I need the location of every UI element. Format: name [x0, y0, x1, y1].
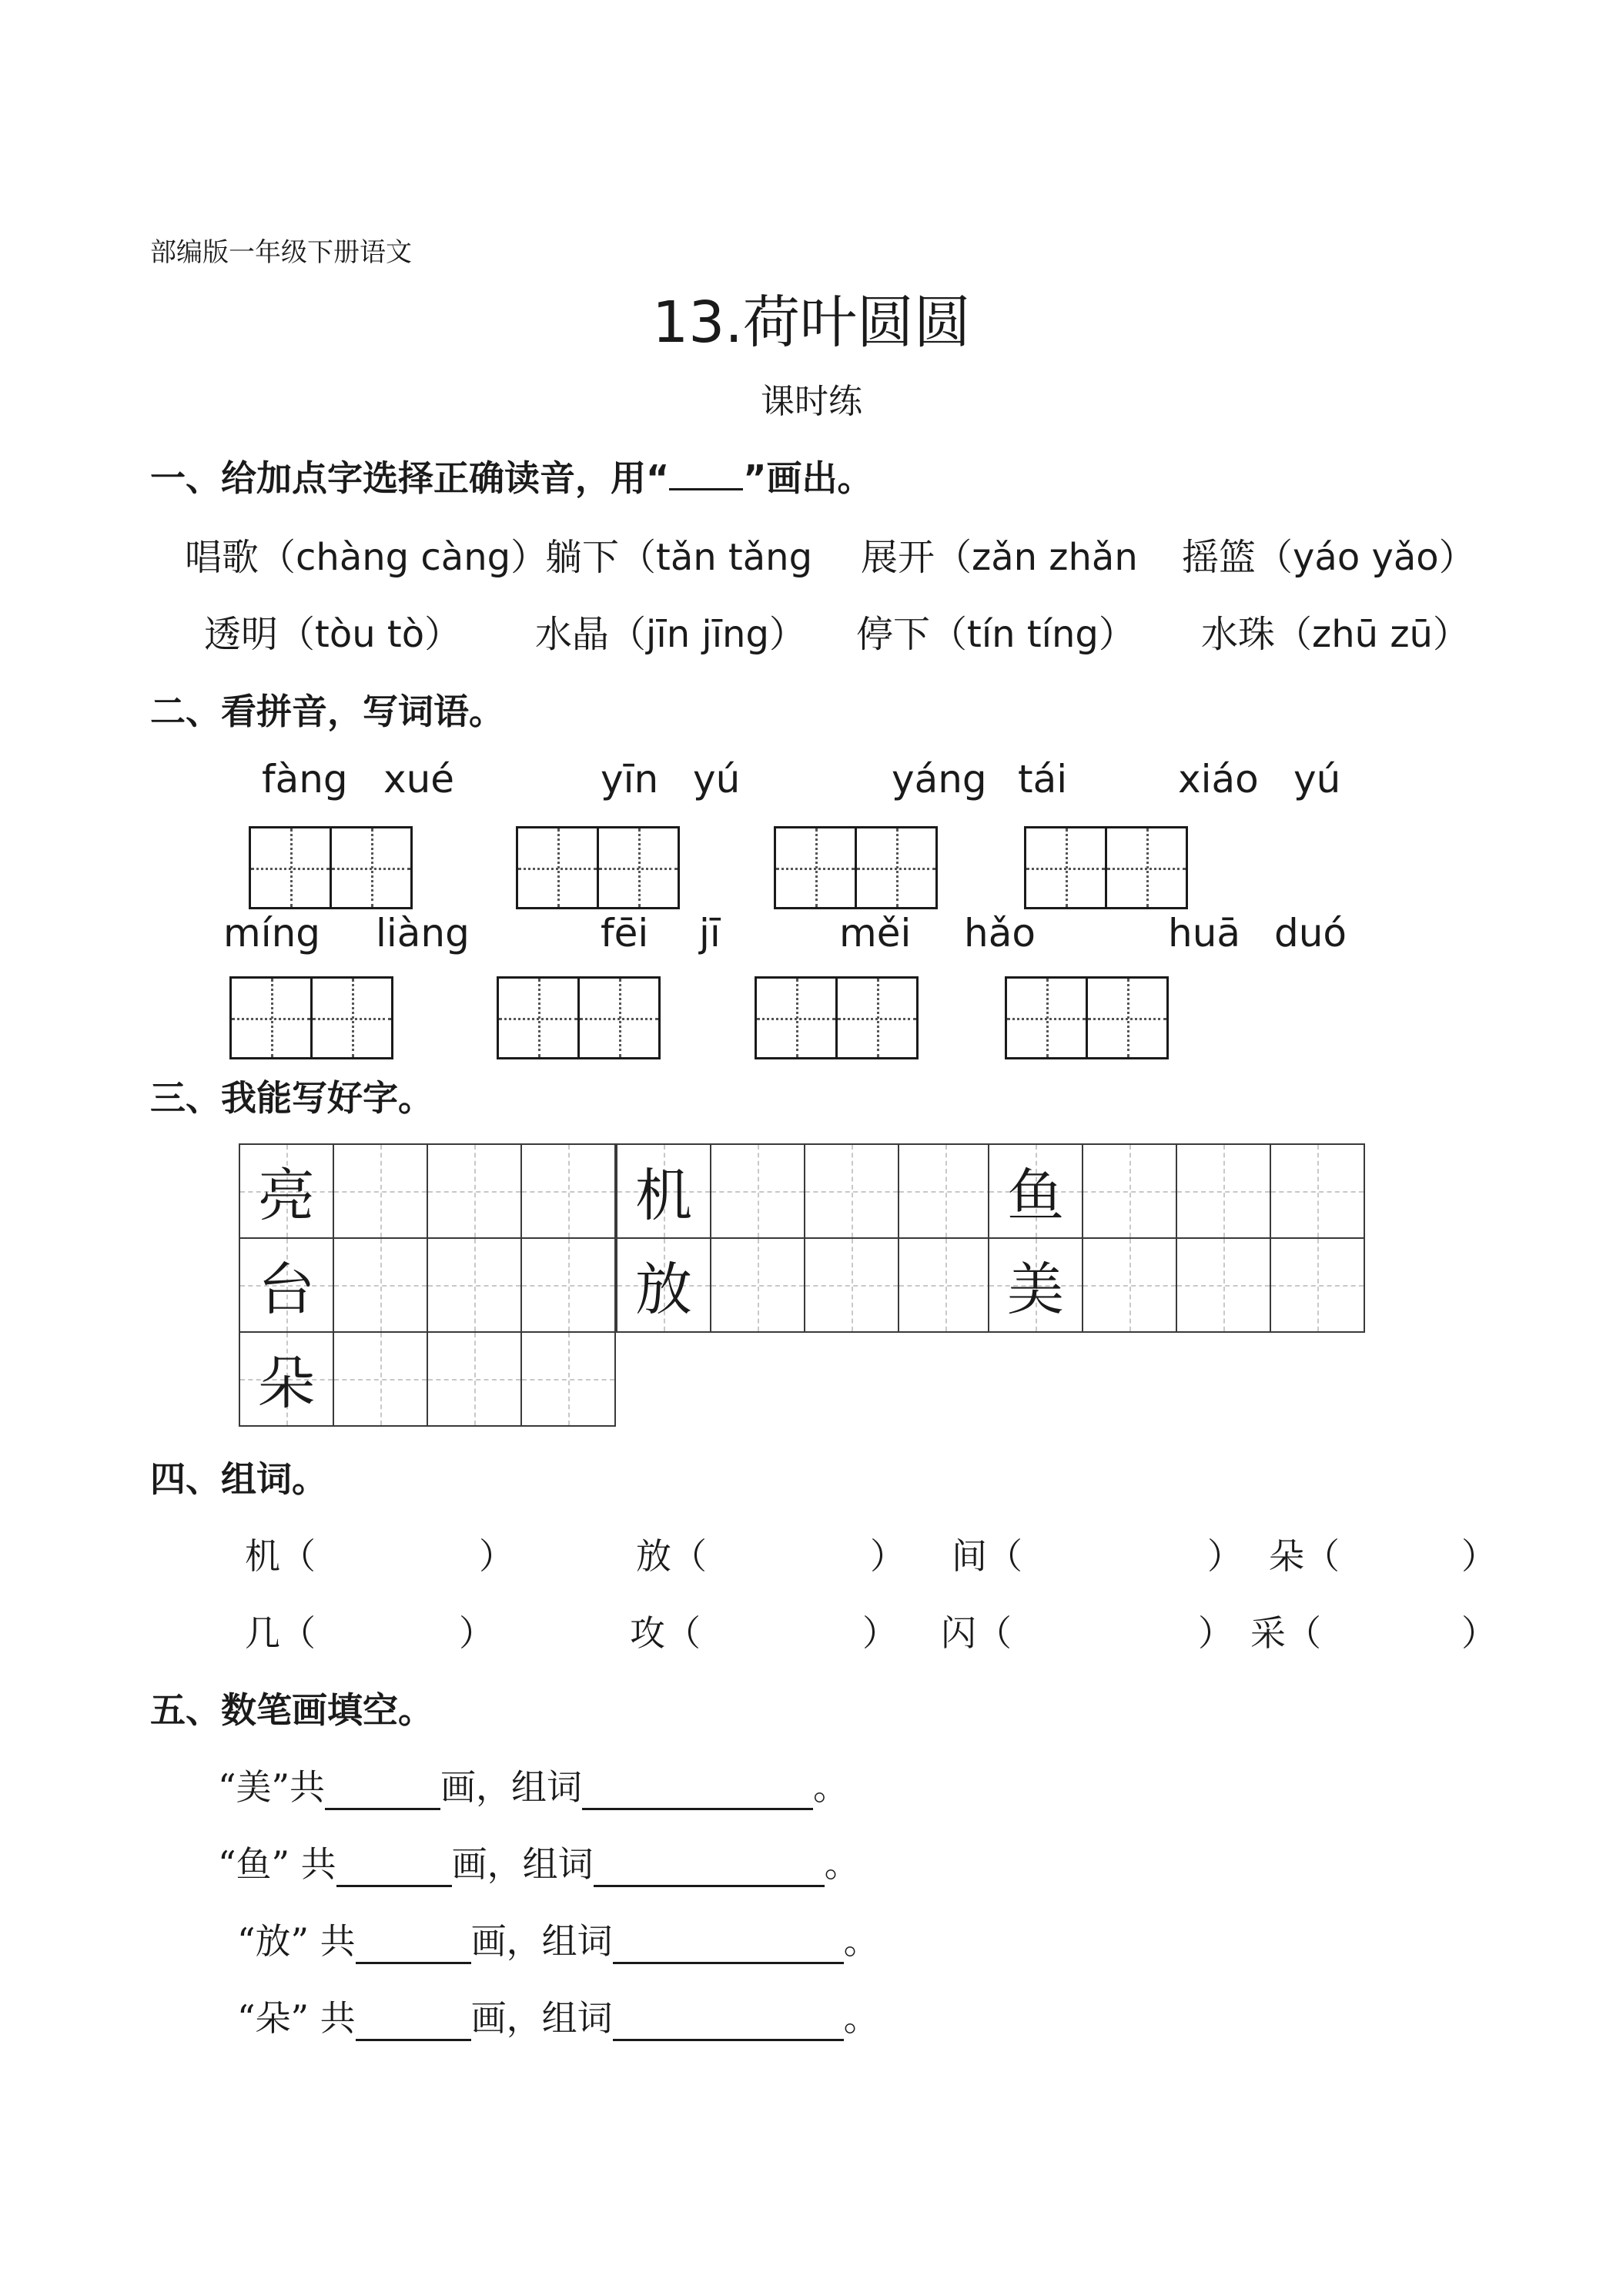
section5-heading: 五、数笔画填空。 — [150, 1689, 433, 1731]
practice-cell[interactable] — [239, 1143, 334, 1239]
practice-cell[interactable] — [333, 1143, 428, 1239]
writing-box-pair[interactable] — [774, 826, 938, 909]
practice-cell[interactable] — [804, 1237, 899, 1333]
stroke-mid: 画，组词 — [470, 1997, 613, 2039]
writing-cell[interactable] — [249, 826, 332, 909]
stroke-char: “放” 共 — [237, 1920, 356, 1962]
stroke-char: “美”共 — [218, 1766, 326, 1808]
stroke-item — [218, 1836, 860, 1887]
writing-cell[interactable] — [855, 826, 938, 909]
practice-row — [617, 1239, 993, 1333]
pinyin-label: duó — [1274, 911, 1347, 956]
q1-item — [856, 604, 1136, 658]
pinyin-label: huā — [1168, 911, 1241, 956]
practice-cell[interactable] — [333, 1237, 428, 1333]
word-char: 机（ — [245, 1535, 316, 1577]
writing-box-pair[interactable] — [1005, 976, 1169, 1059]
practice-cell[interactable] — [520, 1237, 616, 1333]
pinyin-label: fēi — [601, 911, 649, 956]
word-close: ） — [459, 1612, 494, 1654]
pinyin-label: liàng — [376, 911, 470, 956]
writing-cell[interactable] — [310, 976, 393, 1059]
model-char: 鱼 — [1007, 1163, 1064, 1229]
writing-box-pair[interactable] — [497, 976, 661, 1059]
writing-box-pair[interactable] — [249, 826, 413, 909]
pinyin-label: yú — [1293, 757, 1341, 802]
word-blank[interactable] — [613, 2005, 844, 2041]
practice-row — [989, 1239, 1365, 1333]
writing-cell[interactable] — [229, 976, 313, 1059]
stroke-count-blank[interactable] — [325, 1774, 440, 1810]
practice-row — [989, 1145, 1365, 1239]
practice-cell[interactable] — [988, 1143, 1083, 1239]
practice-cell[interactable] — [1176, 1237, 1271, 1333]
q1-options[interactable]: （tín tíng） — [930, 613, 1136, 656]
section4-heading: 四、组词。 — [150, 1458, 327, 1500]
practice-cell[interactable] — [1270, 1143, 1365, 1239]
writing-box-pair[interactable] — [516, 826, 680, 909]
section2-heading: 二、看拼音，写词语。 — [150, 691, 504, 732]
stroke-end: 。 — [843, 1997, 879, 2039]
writing-cell[interactable] — [1024, 826, 1107, 909]
section3-heading: 三、我能写好字。 — [150, 1077, 433, 1119]
section1-heading-after: ”画出。 — [743, 457, 873, 499]
practice-row — [617, 1145, 993, 1239]
word-char: 放（ — [636, 1535, 707, 1577]
word-close: ） — [1461, 1612, 1497, 1654]
q1-options[interactable]: （yáo yǎo） — [1256, 536, 1476, 579]
q1-item — [861, 527, 1138, 581]
writing-cell[interactable] — [1086, 976, 1169, 1059]
practice-cell[interactable] — [616, 1237, 711, 1333]
practice-cell[interactable] — [520, 1331, 616, 1427]
q1-options[interactable]: （jīn jīng） — [609, 613, 806, 656]
page-subtitle: 课时练 — [761, 382, 862, 421]
word-close: ） — [1198, 1612, 1233, 1654]
q1-word: 展开 — [861, 536, 935, 579]
stroke-count-blank[interactable] — [336, 1851, 452, 1887]
q1-word: 水珠 — [1201, 613, 1276, 656]
word-blank[interactable] — [594, 1851, 825, 1887]
practice-row — [240, 1333, 616, 1427]
stroke-item — [218, 1759, 848, 1810]
q1-item — [1201, 604, 1470, 658]
pinyin-label: míng — [223, 911, 321, 956]
q1-options[interactable]: （zhū zū） — [1275, 613, 1470, 656]
writing-box-pair[interactable] — [229, 976, 393, 1059]
q1-item — [1182, 527, 1476, 581]
practice-cell[interactable] — [710, 1143, 805, 1239]
stroke-mid: 画，组词 — [470, 1920, 613, 1962]
practice-cell[interactable] — [239, 1237, 334, 1333]
practice-cell[interactable] — [1082, 1237, 1177, 1333]
writing-cell[interactable] — [1005, 976, 1088, 1059]
stroke-item — [237, 1990, 879, 2041]
model-char: 朵 — [258, 1350, 315, 1417]
pinyin-label: yáng — [892, 757, 987, 802]
model-char: 亮 — [258, 1163, 315, 1229]
practice-cell[interactable] — [898, 1237, 993, 1333]
word-close: ） — [1207, 1535, 1243, 1577]
writing-box-pair[interactable] — [1024, 826, 1188, 909]
practice-cell[interactable] — [1270, 1237, 1365, 1333]
practice-cell[interactable] — [1176, 1143, 1271, 1239]
model-char: 机 — [635, 1163, 692, 1229]
q1-item — [185, 527, 547, 581]
pinyin-label: xué — [383, 757, 455, 802]
practice-cell[interactable] — [616, 1143, 711, 1239]
word-blank[interactable] — [582, 1774, 813, 1810]
word-blank[interactable] — [613, 1928, 844, 1964]
pinyin-label: xiáo — [1178, 757, 1259, 802]
writing-cell[interactable] — [774, 826, 857, 909]
writing-cell[interactable] — [330, 826, 413, 909]
practice-cell[interactable] — [520, 1143, 616, 1239]
stroke-count-blank[interactable] — [356, 2005, 471, 2041]
section1-heading — [150, 450, 872, 501]
page-title: 13.荷叶圆圆 — [652, 290, 971, 356]
writing-cell[interactable] — [577, 976, 661, 1059]
pinyin-label: yīn — [601, 757, 659, 802]
q1-word: 躺下 — [545, 536, 620, 579]
pinyin-label: hǎo — [964, 911, 1036, 956]
practice-cell[interactable] — [333, 1331, 428, 1427]
practice-row — [240, 1239, 616, 1333]
practice-cell[interactable] — [427, 1237, 522, 1333]
q1-item — [535, 604, 806, 658]
model-char: 美 — [1007, 1257, 1064, 1323]
q1-word: 唱歌 — [185, 536, 259, 579]
header-text: 部编版一年级下册语文 — [150, 237, 412, 268]
stroke-char: “朵” 共 — [237, 1997, 356, 2039]
writing-cell[interactable] — [755, 976, 838, 1059]
pinyin-label: měi — [839, 911, 912, 956]
q1-options[interactable]: （tǎn tǎng — [619, 536, 813, 579]
practice-cell[interactable] — [710, 1237, 805, 1333]
q1-word: 停下 — [856, 613, 931, 656]
writing-cell[interactable] — [597, 826, 680, 909]
pinyin-label: tái — [1018, 757, 1068, 802]
practice-cell[interactable] — [239, 1331, 334, 1427]
word-char: 攻（ — [630, 1612, 701, 1654]
pinyin-label: yú — [693, 757, 741, 802]
word-close: ） — [870, 1535, 905, 1577]
q1-word: 水晶 — [535, 613, 610, 656]
q1-options[interactable]: （chàng càng） — [259, 536, 548, 579]
stroke-mid: 画，组词 — [440, 1766, 583, 1808]
section1-heading-before: 一、给加点字选择正确读音，用“ — [150, 457, 670, 499]
writing-box-pair[interactable] — [755, 976, 919, 1059]
q1-options[interactable]: （tòu tò） — [278, 613, 462, 656]
practice-cell[interactable] — [427, 1143, 522, 1239]
word-close: ） — [479, 1535, 514, 1577]
stroke-end: 。 — [843, 1920, 879, 1962]
writing-cell[interactable] — [835, 976, 919, 1059]
practice-cell[interactable] — [427, 1331, 522, 1427]
writing-cell[interactable] — [1105, 826, 1188, 909]
underline-sample — [669, 465, 743, 490]
practice-row — [240, 1145, 616, 1239]
word-close: ） — [1461, 1535, 1497, 1577]
word-char: 朵（ — [1269, 1535, 1340, 1577]
q1-word: 摇篮 — [1182, 536, 1257, 579]
stroke-mid: 画，组词 — [451, 1843, 594, 1885]
stroke-end: 。 — [824, 1843, 860, 1885]
stroke-end: 。 — [813, 1766, 849, 1808]
word-char: 采（ — [1250, 1612, 1321, 1654]
pinyin-label: jī — [699, 911, 721, 956]
q1-options[interactable]: （zǎn zhǎn — [935, 536, 1138, 579]
model-char: 台 — [258, 1257, 315, 1323]
stroke-count-blank[interactable] — [356, 1928, 471, 1964]
writing-cell[interactable] — [497, 976, 580, 1059]
q1-word: 透明 — [204, 613, 279, 656]
model-char: 放 — [635, 1257, 692, 1323]
word-char: 几（ — [245, 1612, 316, 1654]
writing-cell[interactable] — [516, 826, 599, 909]
q1-item — [545, 527, 812, 581]
practice-cell[interactable] — [898, 1143, 993, 1239]
stroke-item — [237, 1913, 879, 1964]
practice-cell[interactable] — [988, 1237, 1083, 1333]
pinyin-label: fàng — [262, 757, 348, 802]
practice-cell[interactable] — [804, 1143, 899, 1239]
word-char: 闪（ — [941, 1612, 1012, 1654]
q1-item — [204, 604, 461, 658]
word-char: 间（ — [952, 1535, 1022, 1577]
practice-cell[interactable] — [1082, 1143, 1177, 1239]
stroke-char: “鱼” 共 — [218, 1843, 336, 1885]
word-close: ） — [862, 1612, 898, 1654]
